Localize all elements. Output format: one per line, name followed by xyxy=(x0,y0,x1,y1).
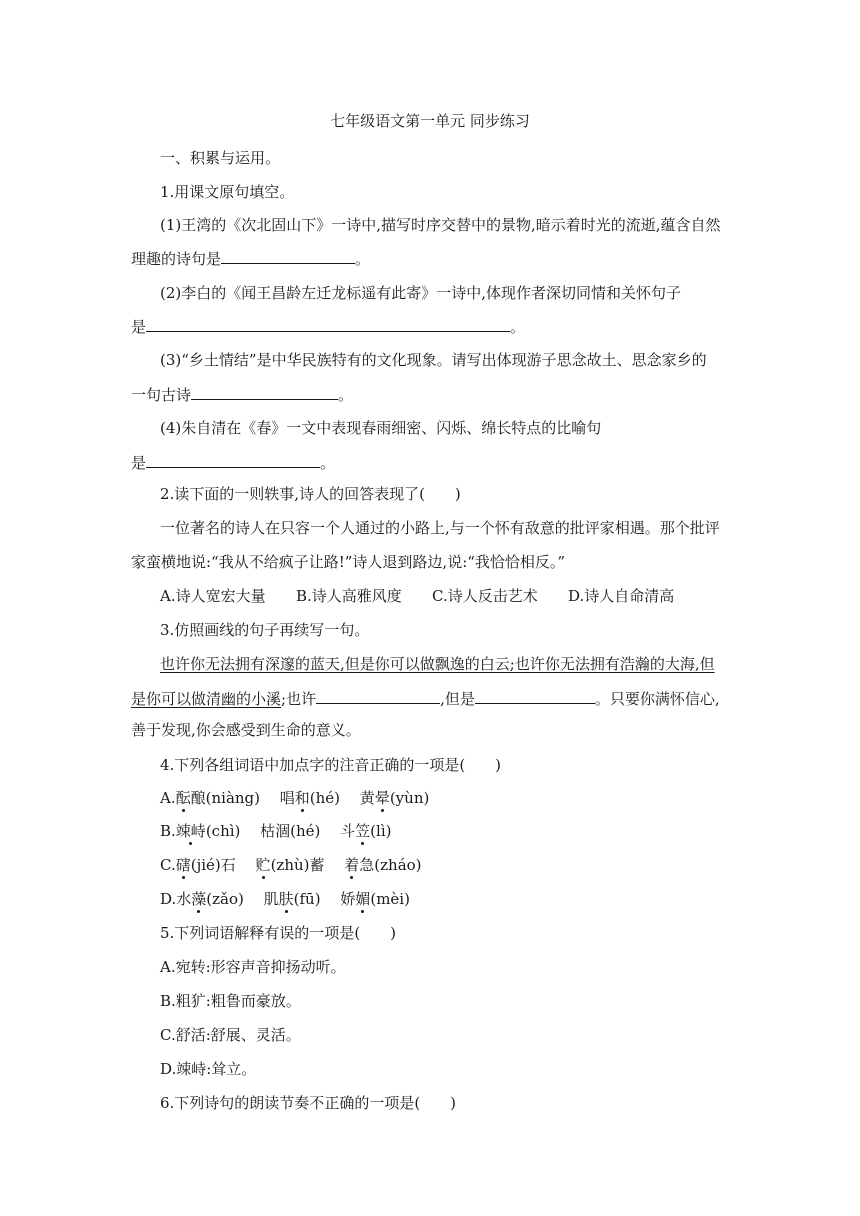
dotted-char: 贮 xyxy=(255,856,271,874)
q4-option-a[interactable] xyxy=(160,788,429,808)
dotted-char: 晕 xyxy=(374,789,390,807)
dotted-char: 藻 xyxy=(191,890,207,908)
q1-item4-prompt: 是 xyxy=(131,454,147,472)
dotted-char: 和 xyxy=(294,789,310,807)
answer-blank[interactable] xyxy=(221,248,355,264)
q1-item4-line1: (4)朱自清在《春》一文中表现春雨细密、闪烁、绵长特点的比喻句 xyxy=(160,419,602,437)
q2-options xyxy=(160,586,674,606)
question-5-stem: 5.下列词语解释有误的一项是( ) xyxy=(160,924,397,942)
option-text: (fū) 娇 xyxy=(293,890,356,908)
period: 。 xyxy=(355,250,371,268)
q1-item2-line2 xyxy=(131,316,525,337)
option-text: (lì) xyxy=(370,822,392,840)
q5-option-b[interactable]: B.粗犷:粗鲁而豪放。 xyxy=(160,992,301,1010)
option-text: (zhù)蓄 xyxy=(270,856,345,874)
q3-model-sentence-line2 xyxy=(131,688,720,709)
answer-blank[interactable] xyxy=(191,384,338,400)
q3-model-sentence-line1: 也许你无法拥有深邃的蓝天,但是你可以做飘逸的白云;也许你无法拥有浩瀚的大海,但 xyxy=(160,655,715,673)
q4-option-d[interactable] xyxy=(160,889,410,909)
option-text: (zǎo) 肌 xyxy=(206,890,279,908)
q4-option-c[interactable] xyxy=(160,855,422,875)
option-text: (niàng) 唱 xyxy=(205,789,295,807)
period: 。 xyxy=(510,318,526,336)
q1-item3-prompt: 一句古诗 xyxy=(131,386,192,404)
q2-option-a[interactable]: A.诗人宽宏大量 xyxy=(160,587,266,605)
q4-option-b[interactable] xyxy=(160,821,391,841)
option-letter: A. xyxy=(160,789,176,807)
q1-item3-line2 xyxy=(131,384,353,405)
option-text: (hé) 黄 xyxy=(309,789,375,807)
q5-option-d[interactable]: D.竦峙:耸立。 xyxy=(160,1060,257,1078)
option-letter: B. xyxy=(160,822,176,840)
q3-underlined-text: 是你可以做清幽的小溪 xyxy=(131,690,282,708)
question-4-stem: 4.下列各组词语中加点字的注音正确的一项是( ) xyxy=(160,756,502,774)
q3-continuation: 。只要你满怀信心, xyxy=(594,690,720,708)
answer-blank[interactable] xyxy=(146,452,320,468)
q2-passage-line1: 一位著名的诗人在只容一个人通过的小路上,与一个怀有敌意的批评家相遇。那个批评 xyxy=(160,519,720,537)
dotted-char: 竦峙 xyxy=(175,822,206,840)
period: 。 xyxy=(320,454,336,472)
option-letter: C. xyxy=(160,856,176,874)
option-text: (mèi) xyxy=(370,890,410,908)
q1-item1-line1: (1)王湾的《次北固山下》一诗中,描写时序交替中的景物,暗示着时光的流逝,蕴含自然 xyxy=(160,216,721,234)
dotted-char: 着 xyxy=(344,856,360,874)
dotted-char: 肤 xyxy=(278,890,294,908)
q2-passage-line2: 家蛮横地说:“我从不给疯子让路!”诗人退到路边,说:“我恰恰相反。” xyxy=(131,553,566,571)
option-text: 急(zháo) xyxy=(359,856,422,874)
q1-item4-line2 xyxy=(131,452,335,473)
period: 。 xyxy=(338,386,354,404)
q1-item1-line2 xyxy=(131,248,370,269)
option-text: (yùn) xyxy=(389,789,430,807)
answer-blank[interactable] xyxy=(316,688,440,704)
option-text: (chì) 枯涸(hé) 斗 xyxy=(205,822,356,840)
dotted-char: 酝 xyxy=(175,789,191,807)
dotted-char: 磍 xyxy=(175,856,191,874)
q1-item1-prompt: 理趣的诗句是 xyxy=(131,250,222,268)
option-text: 酿 xyxy=(190,789,206,807)
question-2-stem: 2.读下面的一则轶事,诗人的回答表现了( ) xyxy=(160,485,461,503)
answer-blank[interactable] xyxy=(475,688,595,704)
q2-option-b[interactable]: B.诗人高雅风度 xyxy=(296,587,402,605)
question-6-stem: 6.下列诗句的朗读节奏不正确的一项是( ) xyxy=(160,1094,457,1112)
dotted-char: 笠 xyxy=(355,822,371,840)
q5-option-a[interactable]: A.宛转:形容声音抑扬动听。 xyxy=(160,958,346,976)
q3-connector-1: ;也许 xyxy=(281,690,317,708)
q1-item2-line1: (2)李白的《闻王昌龄左迁龙标遥有此寄》一诗中,体现作者深切同情和关怀句子 xyxy=(160,284,682,302)
question-1-stem: 1.用课文原句填空。 xyxy=(160,183,295,201)
q3-connector-2: ,但是 xyxy=(440,690,475,708)
page-title: 七年级语文第一单元 同步练习 xyxy=(330,112,530,130)
answer-blank[interactable] xyxy=(146,316,510,332)
q2-option-d[interactable]: D.诗人自命清高 xyxy=(568,587,675,605)
q2-option-c[interactable]: C.诗人反击艺术 xyxy=(432,587,538,605)
section-heading: 一、积累与运用。 xyxy=(160,149,281,167)
question-3-stem: 3.仿照画线的句子再续写一句。 xyxy=(160,621,370,639)
q1-item2-prompt: 是 xyxy=(131,318,147,336)
q5-option-c[interactable]: C.舒活:舒展、灵活。 xyxy=(160,1026,301,1044)
q3-line3: 善于发现,你会感受到生命的意义。 xyxy=(131,721,361,739)
dotted-char: 媚 xyxy=(355,890,371,908)
option-text: (jié)石 xyxy=(190,856,256,874)
option-letter: D.水 xyxy=(160,890,192,908)
q1-item3-line1: (3)“乡土情结”是中华民族特有的文化现象。请写出体现游子思念故土、思念家乡的 xyxy=(160,351,707,369)
